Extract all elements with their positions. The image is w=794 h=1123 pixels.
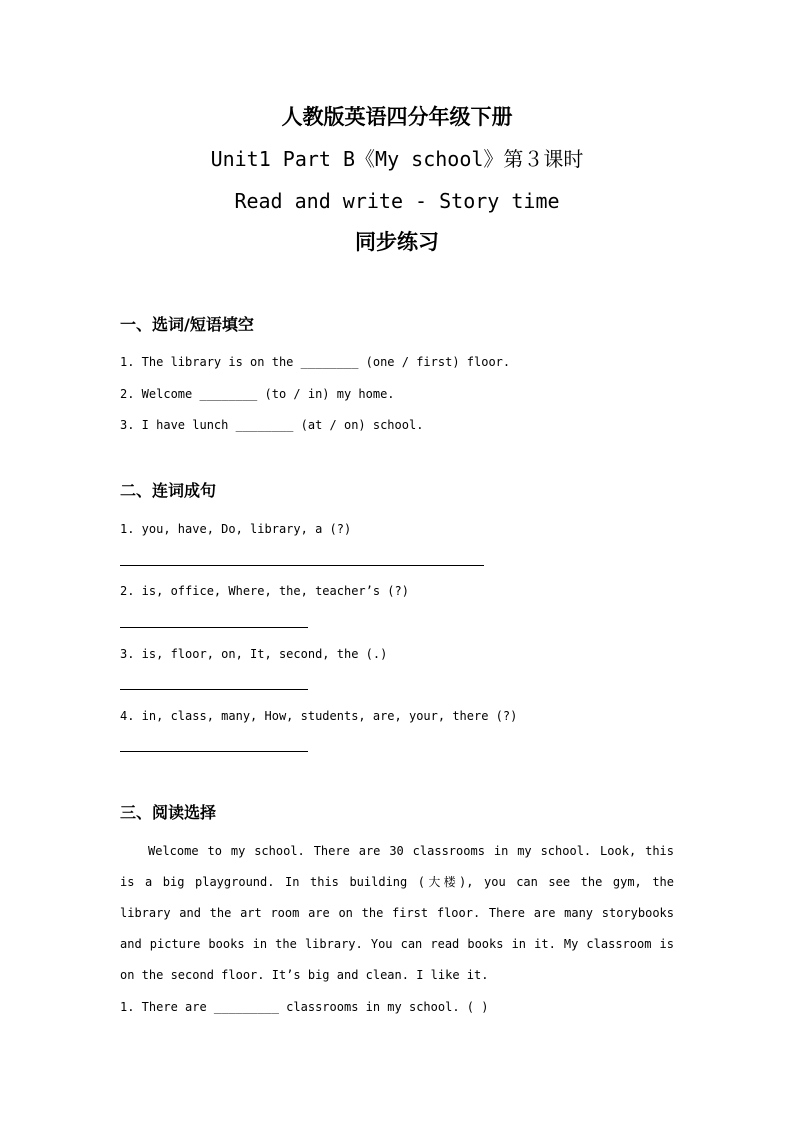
answer-line xyxy=(120,689,308,690)
answer-line xyxy=(120,565,484,566)
question-item: 3. I have lunch ________ (at / on) school. xyxy=(120,418,424,432)
unit-title: Unit1 Part B《My school》第３课时 xyxy=(210,147,584,171)
question-item: 1. The library is on the ________ (one / first) floor. xyxy=(120,355,511,369)
question-item: 4. in, class, many, How, students, are, your, there (?) xyxy=(120,709,518,723)
question-item: 3. is, floor, on, It, second, the (.) xyxy=(120,647,388,661)
answer-line xyxy=(120,627,308,628)
document-subtitle: 同步练习 xyxy=(355,229,439,254)
answer-line xyxy=(120,751,308,752)
reading-passage: Welcome to my school. There are 30 classrooms in my school. Look, this is a big playground. In this building (大楼), you can see the gym, the library and the art room are on the first floor. There are many storybooks and picture books in the library. You can read books in it. My classroom is on the second floor. It’s big and clean. I like it. xyxy=(120,844,674,982)
question-item: 1. There are _________ classrooms in my school. ( ) xyxy=(120,1000,489,1014)
lesson-title: Read and write - Story time xyxy=(234,189,560,213)
section-heading-fill-in: 一、选词/短语填空 xyxy=(120,315,254,334)
section-heading-reading: 三、阅读选择 xyxy=(120,803,217,822)
question-item: 1. you, have, Do, library, a (?) xyxy=(120,522,352,536)
document-title: 人教版英语四分年级下册 xyxy=(281,104,513,129)
question-item: 2. Welcome ________ (to / in) my home. xyxy=(120,387,395,401)
section-heading-sentence-building: 二、连词成句 xyxy=(120,481,217,500)
question-item: 2. is, office, Where, the, teacher’s (?) xyxy=(120,584,409,598)
